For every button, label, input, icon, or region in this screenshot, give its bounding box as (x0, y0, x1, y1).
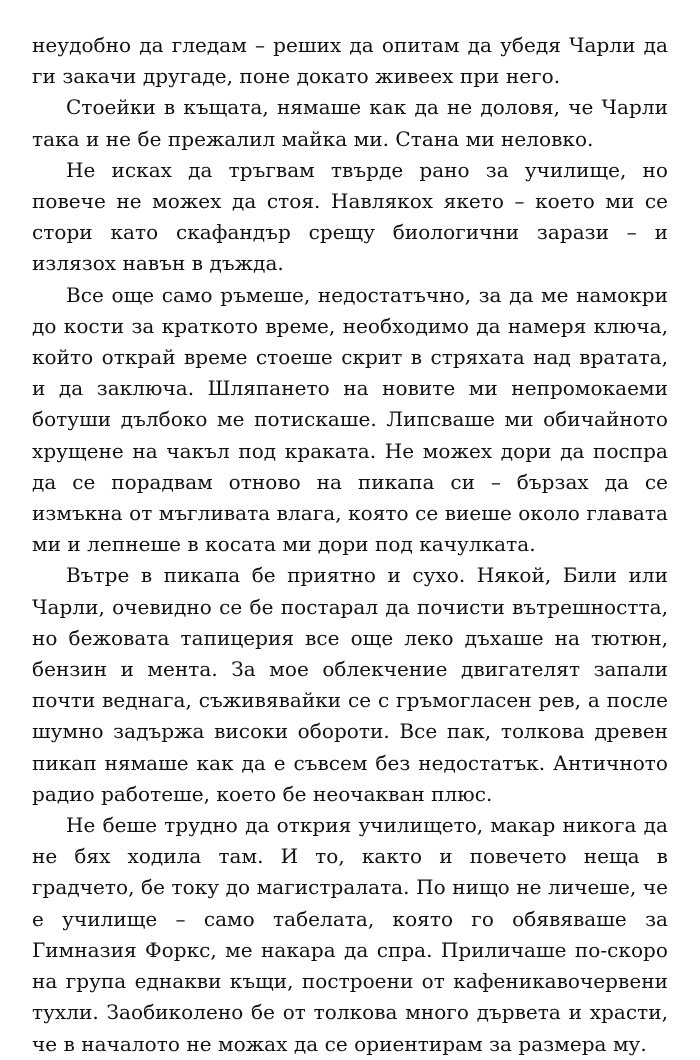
paragraph: Стоейки в къщата, нямаше как да не доловя, че Чарли така и не бе прежалил майка ми. Стана ми неловко. (32, 95, 668, 151)
paragraph: Вътре в пикапа бе приятно и сухо. Някой, Били или Чарли, очевидно се бе постарал да почисти вътрешността, но бежовата тапицерия все още леко дъхаше на тютюн, бензин и мента. За мое облекчение двигателят запали почти веднага, съживявайки се с гръмогласен рев, а после шумно задържа високи обороти. Все пак, толкова древен пикап нямаше как да е съвсем без недостатък. Античното радио работеше, което бе неочакван плюс. (32, 563, 668, 806)
paragraph: Не исках да тръгвам твърде рано за училище, но повече не можех да стоя. Навлякох якето – което ми се стори като скафандър срещу биологични зарази – и излязох навън в дъжда. (32, 157, 668, 276)
paragraph-continued: неудобно да гледам – реших да опитам да убедя Чарли да ги закачи другаде, поне докато живеех при него. (32, 33, 668, 89)
paragraph: Все още само ръмеше, недостатъчно, за да ме намокри до кости за краткото време, необходимо да намеря ключа, който открай време стоеше скрит в стряхата над вратата, и да заключа. Шляпането на новите ми непромокаеми ботуши дълбоко ме потискаше. Липсваше ми обичайното хрущене на чакъл под краката. Не можех дори да поспра да се порадвам отново на пикапа си – бързах да се измъкна от мъгливата влага, която се виеше около главата ми и лепнеше в косата ми дори под качулката. (32, 282, 668, 557)
paragraph: Не беше трудно да открия училището, макар никога да не бях ходила там. И то, както и повечето неща в градчето, бе току до магистралата. По нищо не личеше, че е училище – само табелата, която го обявяваше за Гимназия Форкс, ме накара да спра. Приличаше по-скоро на група еднакви къщи, построени от кафеникавочервени тухли. Заобиколено бе от толкова много дървета и храсти, че в началото не можах да се ориентирам за размера му. (32, 813, 668, 1056)
